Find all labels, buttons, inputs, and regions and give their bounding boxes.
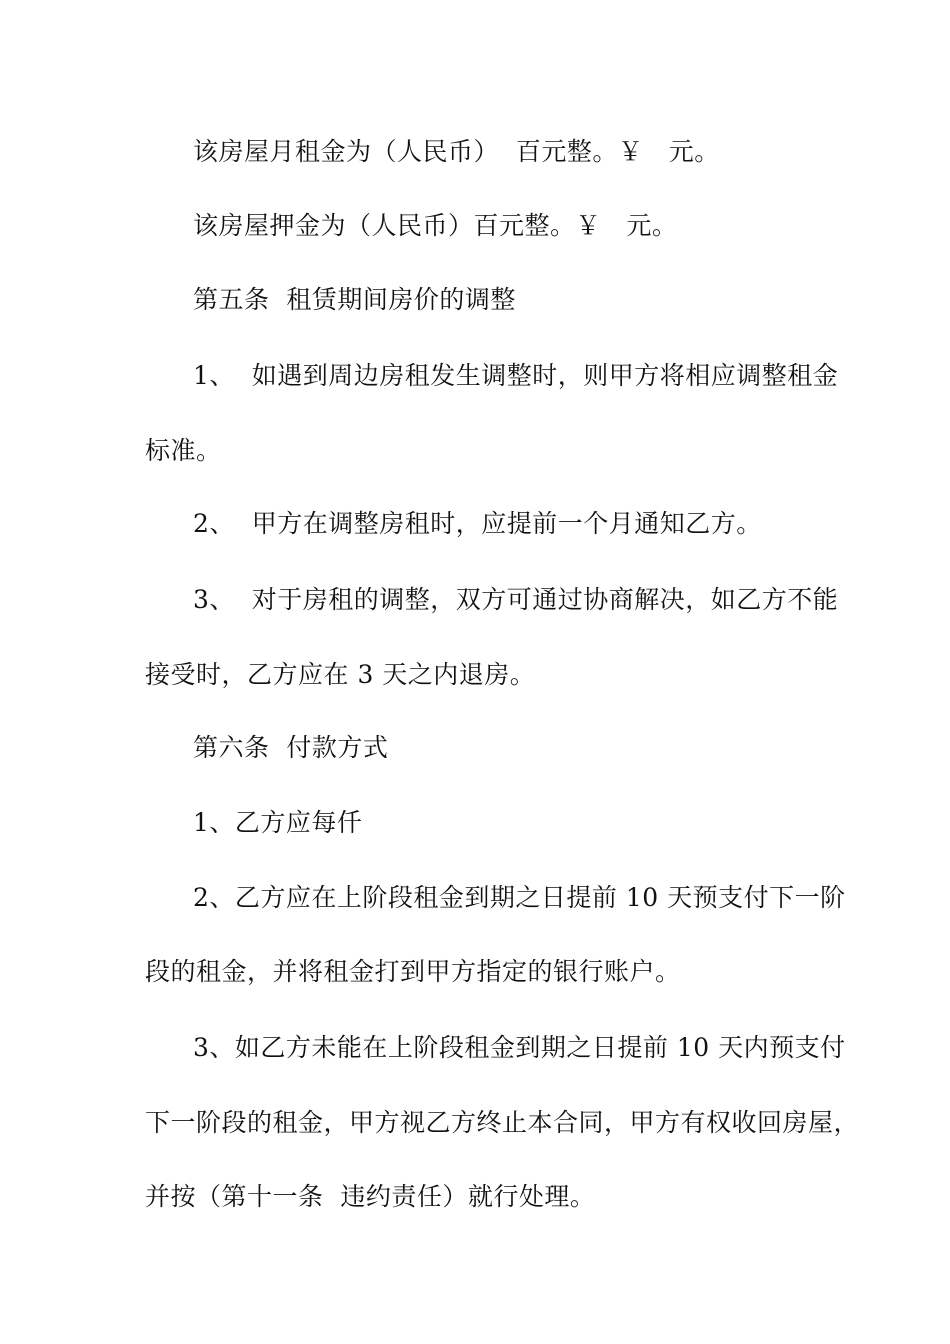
- article-six-item-2: 2、乙方应在上阶段租金到期之日提前 10 天预支付下一阶: [193, 883, 846, 912]
- article-six-item-3-final: 并按（第十一条 违约责任）就行处理。: [145, 1182, 596, 1211]
- article-five-item-3-continued: 接受时，乙方应在 3 天之内退房。: [145, 660, 536, 689]
- article-six-item-3-continued: 下一阶段的租金，甲方视乙方终止本合同，甲方有权收回房屋，: [145, 1108, 860, 1137]
- article-six-item-1: 1、乙方应每仟: [193, 808, 363, 837]
- article-six-heading: 第六条 付款方式: [193, 733, 389, 762]
- article-five-item-2: 2、 甲方在调整房租时，应提前一个月通知乙方。: [193, 509, 762, 538]
- article-five-item-1-continued: 标准。: [145, 436, 222, 465]
- article-six-item-3: 3、如乙方未能在上阶段租金到期之日提前 10 天内预支付: [193, 1033, 846, 1062]
- article-five-item-1: 1、 如遇到周边房租发生调整时，则甲方将相应调整租金: [193, 361, 839, 390]
- article-five-heading: 第五条 租赁期间房价的调整: [193, 285, 516, 314]
- article-five-item-3: 3、 对于房租的调整，双方可通过协商解决，如乙方不能: [193, 585, 839, 614]
- article-six-item-2-continued: 段的租金，并将租金打到甲方指定的银行账户。: [145, 957, 681, 986]
- deposit-line: 该房屋押金为（人民币）百元整。￥ 元。: [193, 211, 678, 240]
- monthly-rent-line: 该房屋月租金为（人民币） 百元整。￥ 元。: [193, 137, 720, 166]
